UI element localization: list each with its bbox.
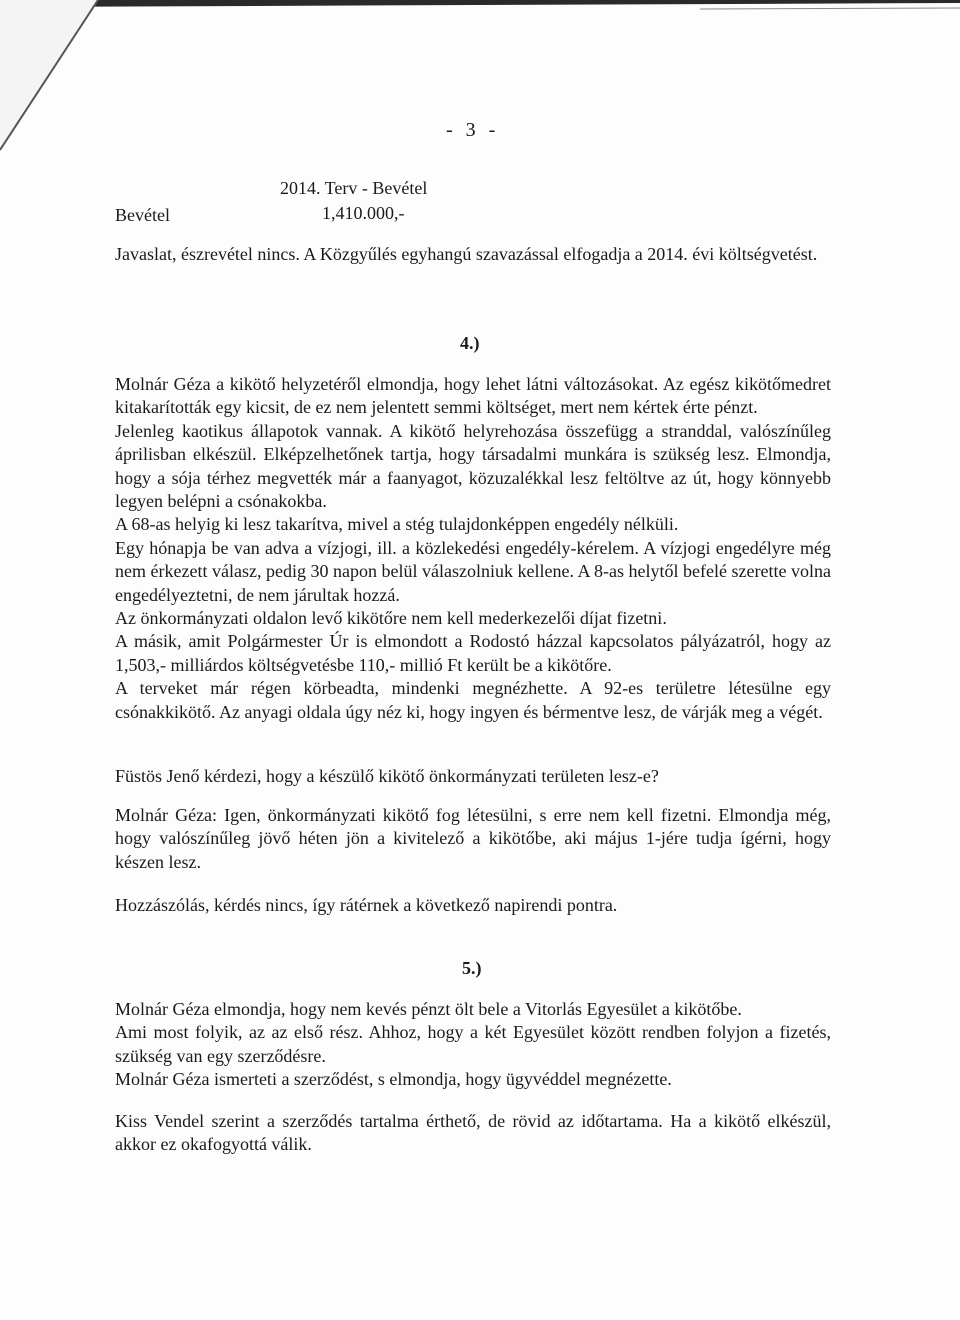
intro-text: Javaslat, észrevétel nincs. A Közgyűlés egyhangú szavazással elfogadja a 2014. évi költségvetést. — [115, 244, 818, 264]
section-4-paragraph: Jelenleg kaotikus állapotok vannak. A kikötő helyrehozása összefügg a stranddal, valószínűleg áprilisban elkészül. Elképzelhetőnek tartja, hogy társadalmi munkára is szükség lesz. Elmondja, hogy a sója térhez megvették már a faanyagot, közuzalékkal lesz feltöltve az út, hogy könnyebb legyen belépni a csónakokba. — [115, 420, 831, 512]
section-5-number: 5.) — [462, 958, 482, 978]
scan-top-edge — [0, 0, 960, 14]
section-4-number: 4.) — [460, 333, 480, 353]
closing-text: Hozzászólás, kérdés nincs, így rátérnek a következő napirendi pontra. — [115, 895, 618, 915]
budget-row-label: Bevétel — [115, 205, 170, 225]
kiss-paragraph — [115, 1110, 831, 1157]
section-4-paragraph: A 68-as helyig ki lesz takarítva, mivel a stég tulajdonképpen engedély nélküli. — [115, 514, 679, 535]
section-4-paragraph: A terveket már régen körbeadta, mindenki megnézhette. A 92-es területre létesülne egy csónakkikötő. Az anyagi oldala úgy néz ki, hogy ingyen és bérmentve lesz, de várják meg a végét. — [115, 678, 831, 722]
question-paragraph — [115, 765, 831, 788]
closing-paragraph — [115, 894, 831, 917]
answer-text: Molnár Géza: Igen, önkormányzati kikötő fog létesülni, s erre nem kell fizetni. Elmondja még, hogy valószínűleg jövő héten jön a kivitelező a kikötőbe, aki május 1-jére tudja ígérni, hogy készen lesz. — [115, 805, 831, 872]
question-text: Füstös Jenő kérdezi, hogy a készülő kikötő önkormányzati területen lesz-e? — [115, 766, 659, 786]
section-4-paragraph: A másik, amit Polgármester Úr is elmondott a Rodostó házzal kapcsolatos pályázatról, hogy az 1,503,- milliárdos költségvetésbe 110,- millió Ft került be a kikötőre. — [115, 631, 831, 675]
section-5-body — [115, 998, 831, 1092]
scan-corner-fold — [0, 0, 120, 160]
intro-paragraph — [115, 243, 831, 266]
budget-header: 2014. Terv - Bevétel — [280, 178, 428, 198]
section-4-paragraph: Az önkormányzati oldalon levő kikötőre nem kell mederkezelői díjat fizetni. — [115, 608, 667, 629]
section-5-paragraph: Molnár Géza elmondja, hogy nem kevés pénzt ölt bele a Vitorlás Egyesület a kikötőbe. — [115, 999, 742, 1019]
answer-paragraph — [115, 804, 831, 874]
section-5-paragraph: Molnár Géza ismerteti a szerződést, s elmondja, hogy ügyvéddel megnézette. — [115, 1069, 672, 1090]
budget-row-value: 1,410.000,- — [322, 203, 405, 223]
section-4-paragraph: Egy hónapja be van adva a vízjogi, ill. a közlekedési engedély-kérelem. A vízjogi engedélyre még nem érkezett válasz, pedig 30 napon belül válaszolniuk kellene. A 8-as helytől befelé szerette volna engedélyeztetni, de nem járultak hozzá. — [115, 537, 831, 605]
page-number: - 3 - — [446, 119, 500, 141]
kiss-text: Kiss Vendel szerint a szerződés tartalma érthető, de rövid az időtartama. Ha a kikötő elkészül, akkor ez okafogyottá válik. — [115, 1111, 831, 1155]
section-4-body — [115, 373, 831, 724]
section-5-paragraph: Ami most folyik, az az első rész. Ahhoz, hogy a két Egyesület között rendben folyjon a fizetés, szükség van egy szerződésre. — [115, 1022, 831, 1066]
section-4-paragraph: Molnár Géza a kikötő helyzetéről elmondja, hogy lehet látni változásokat. Az egész kikötőmedret kitakarították egy kicsit, de ez nem jelentett semmi költséget, mert nem kértek érte pénzt. — [115, 374, 831, 418]
